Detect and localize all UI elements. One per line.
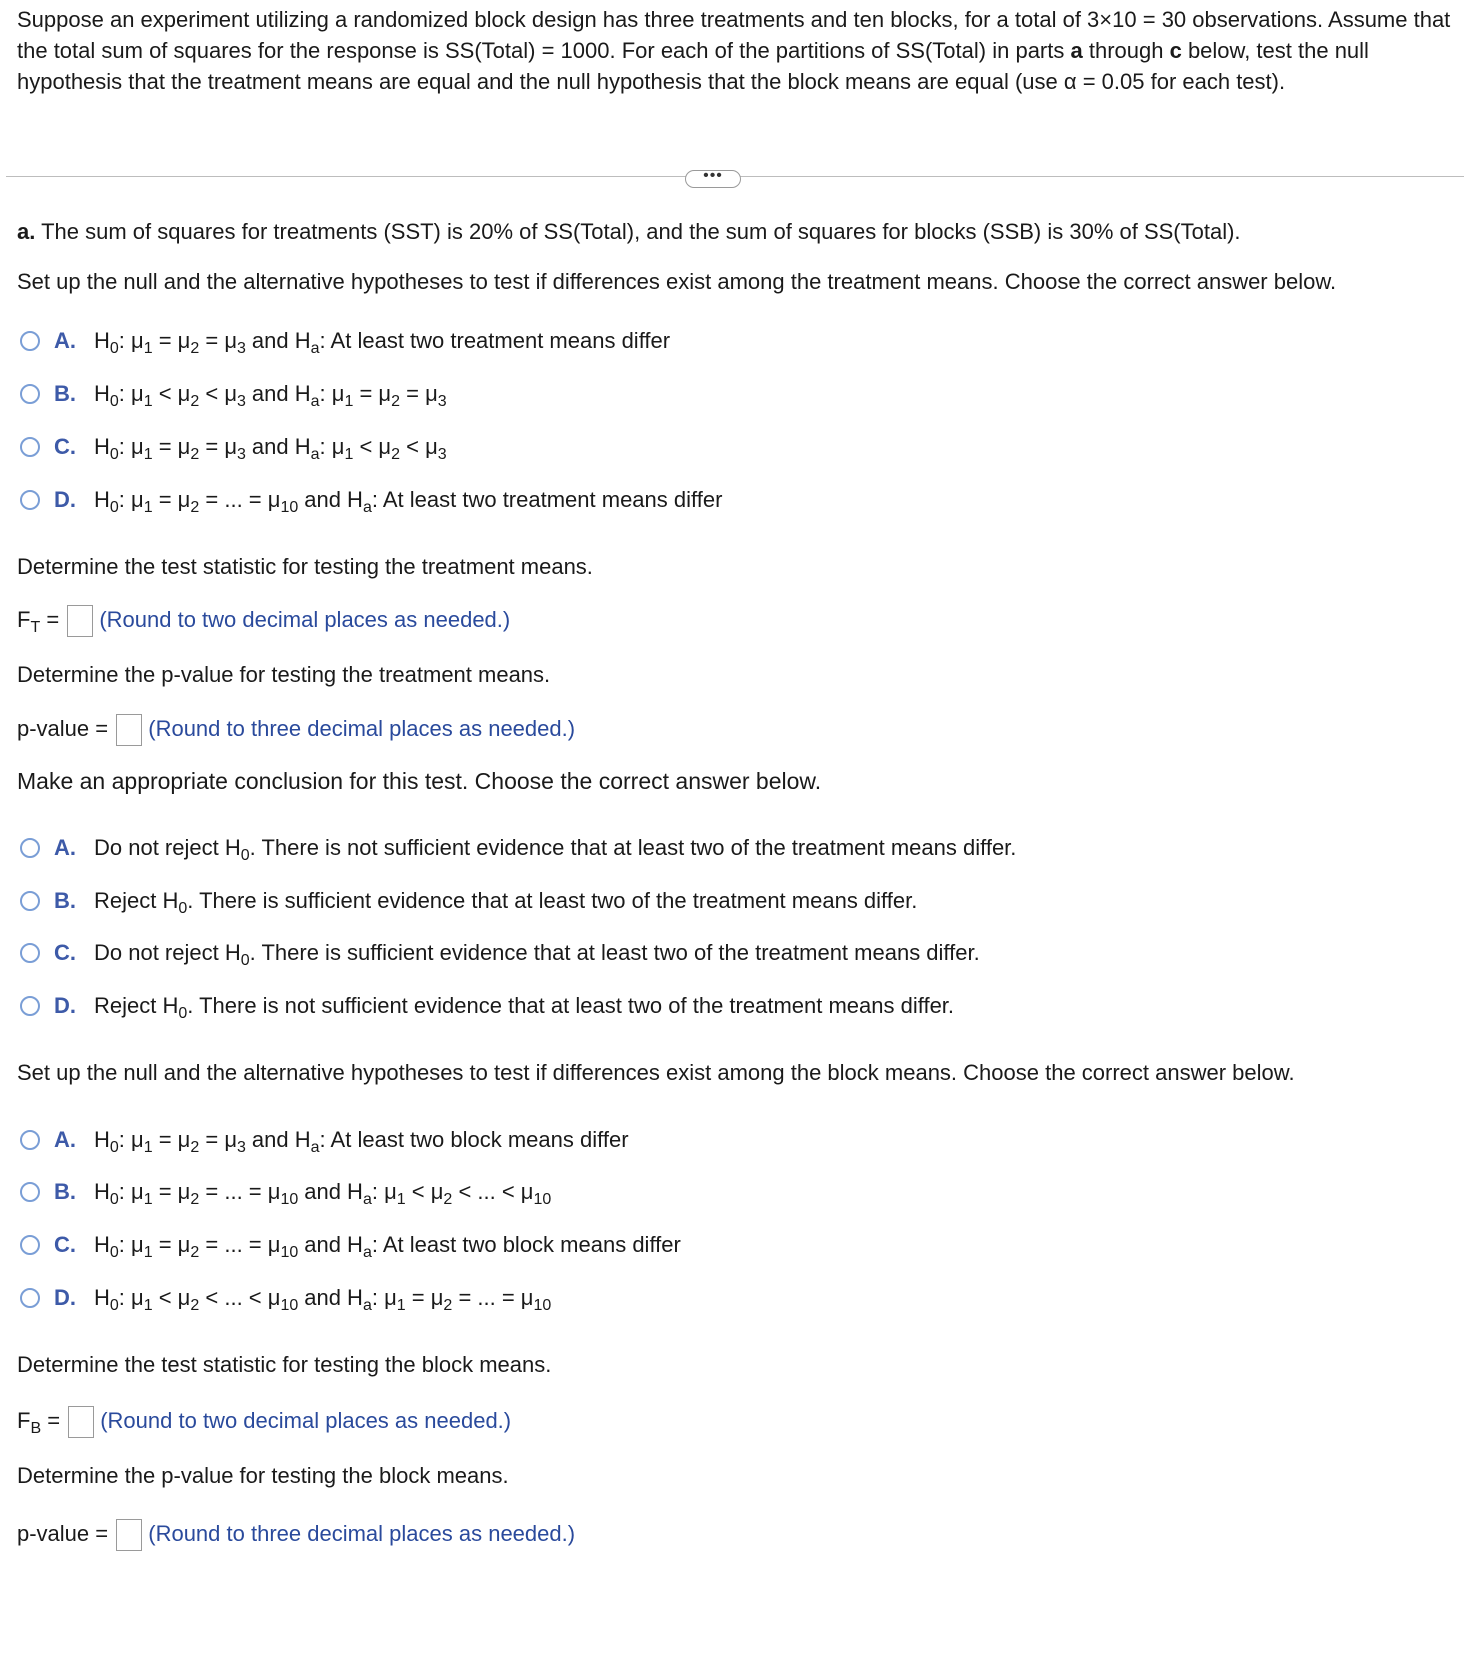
block-hyp-option-a[interactable] — [20, 1125, 629, 1155]
question-block-hypotheses: Set up the null and the alternative hypotheses to test if differences exist among the block means. Choose the correct answer below. — [17, 1060, 1295, 1085]
block-hyp-option-d[interactable] — [20, 1283, 551, 1313]
treatment-hyp-option-b[interactable] — [20, 379, 447, 409]
option-text: Do not reject $H_0$. There is not sufficient evidence that at least two of the treatment means differ. — [94, 835, 1017, 864]
round-hint: (Round to three decimal places as needed.) — [148, 716, 576, 741]
radio-button[interactable] — [20, 1235, 40, 1255]
radio-button[interactable] — [20, 943, 40, 963]
radio-button[interactable] — [20, 891, 40, 911]
round-hint: (Round to two decimal places as needed.) — [100, 1408, 512, 1433]
option-letter: B. — [54, 381, 76, 406]
option-text: Reject $H_0$. There is sufficient evidence that at least two of the treatment means differ. — [94, 888, 918, 917]
option-letter: D. — [54, 1285, 76, 1310]
option-letter: D. — [54, 993, 76, 1018]
part-a-statement — [17, 219, 1241, 245]
question-treatment-statistic: Determine the test statistic for testing the treatment means. — [17, 554, 593, 579]
option-text: $H_0$: $\mu_1 < \mu_2 < \mu_3$ and $H_a$: $\mu_1 = \mu_2 = \mu_3$ — [94, 381, 447, 410]
conclusion-option-c[interactable] — [20, 938, 980, 968]
pvalue-label: p-value = — [17, 716, 109, 741]
radio-button[interactable] — [20, 1288, 40, 1308]
question-conclusion: Make an appropriate conclusion for this test. Choose the correct answer below. — [17, 768, 822, 794]
option-text: $H_0$: $\mu_1 = \mu_2 = \mu_3$ and $H_a$: At least two block means differ — [94, 1127, 629, 1156]
block-pvalue-input[interactable] — [116, 1519, 142, 1551]
treatment-hyp-option-d[interactable] — [20, 485, 722, 515]
question-block-pvalue: Determine the p-value for testing the block means. — [17, 1463, 509, 1488]
block-hyp-option-b[interactable] — [20, 1177, 551, 1207]
option-text: $H_0$: $\mu_1 = \mu_2$ = ... = $\mu_{10}$ and $H_a$: At least two block means differ — [94, 1232, 681, 1261]
option-text: $H_0$: $\mu_1 = \mu_2 = \mu_3$ and $H_a$: $\mu_1 < \mu_2 < \mu_3$ — [94, 434, 447, 463]
intro-bold-a: a — [1070, 38, 1083, 63]
option-text: $H_0$: $\mu_1 = \mu_2$ = ... = $\mu_{10}$ and $H_a$: At least two treatment means differ — [94, 487, 723, 516]
ft-input[interactable] — [67, 605, 93, 637]
radio-button[interactable] — [20, 437, 40, 457]
intro-text: Suppose an experiment utilizing a randomized block design has three treatments and ten blocks, for a total of 3×10 = 30 observations. Assume that the total sum of squares for the response is SS(Total) = 1000. For each of the partitions of SS(Total) in parts — [17, 7, 1451, 63]
fb-label: F — [17, 1408, 31, 1433]
intro-bold-c: c — [1169, 38, 1182, 63]
conclusion-option-b[interactable] — [20, 886, 917, 916]
ft-answer-row: $F_T$ = (Round to two decimal places as needed.) — [17, 607, 511, 636]
problem-intro — [17, 4, 1457, 97]
part-a-text: The sum of squares for treatments (SST) is 20% of SS(Total), and the sum of squares for blocks (SSB) is 30% of SS(Total). — [35, 219, 1241, 244]
fb-answer-row: $F_B$ = (Round to two decimal places as needed.) — [17, 1408, 512, 1437]
more-options-button[interactable]: ••• — [685, 170, 741, 188]
radio-button[interactable] — [20, 490, 40, 510]
treatment-hyp-option-a[interactable] — [20, 326, 670, 356]
conclusion-option-d[interactable] — [20, 991, 954, 1021]
radio-button[interactable] — [20, 1130, 40, 1150]
radio-button[interactable] — [20, 331, 40, 351]
option-letter: A. — [54, 1127, 76, 1152]
conclusion-option-a[interactable] — [20, 833, 1016, 863]
round-hint: (Round to two decimal places as needed.) — [99, 607, 511, 632]
option-text: $H_0$: $\mu_1 < \mu_2$ < ... < $\mu_{10}$ and $H_a$: $\mu_1 = \mu_2$ = ... = $\mu_{10}$ — [94, 1285, 552, 1314]
option-text: $H_0$: $\mu_1 = \mu_2 = \mu_3$ and $H_a$: At least two treatment means differ — [94, 328, 671, 357]
option-text: Do not reject $H_0$. There is sufficient evidence that at least two of the treatment means differ. — [94, 940, 980, 969]
option-letter: A. — [54, 328, 76, 353]
option-letter: A. — [54, 835, 76, 860]
option-letter: C. — [54, 1232, 76, 1257]
block-hyp-option-c[interactable] — [20, 1230, 681, 1260]
question-treatment-pvalue: Determine the p-value for testing the treatment means. — [17, 662, 551, 687]
option-letter: C. — [54, 940, 76, 965]
option-letter: B. — [54, 1179, 76, 1204]
intro-text-2: through — [1082, 38, 1170, 63]
radio-button[interactable] — [20, 838, 40, 858]
ft-label: F — [17, 607, 31, 632]
treatment-pvalue-row — [17, 712, 575, 746]
treatment-pvalue-input[interactable] — [116, 714, 142, 746]
pvalue-label: p-value = — [17, 1521, 109, 1546]
treatment-hyp-option-c[interactable] — [20, 432, 447, 462]
option-text: Reject $H_0$. There is not sufficient evidence that at least two of the treatment means differ. — [94, 993, 955, 1022]
option-letter: C. — [54, 434, 76, 459]
fb-input[interactable] — [68, 1406, 94, 1438]
radio-button[interactable] — [20, 996, 40, 1016]
radio-button[interactable] — [20, 384, 40, 404]
question-block-statistic: Determine the test statistic for testing the block means. — [17, 1352, 552, 1377]
round-hint: (Round to three decimal places as needed.) — [148, 1521, 576, 1546]
option-letter: D. — [54, 487, 76, 512]
option-letter: B. — [54, 888, 76, 913]
block-pvalue-row — [17, 1517, 575, 1551]
intro-text-3: below, test the null hypothesis that the treatment means are equal and the null hypothesis that the block means are equal (use α = 0.05 for each test). — [17, 38, 1369, 94]
question-treatment-hypotheses: Set up the null and the alternative hypotheses to test if differences exist among the treatment means. Choose the correct answer below. — [17, 269, 1337, 294]
radio-button[interactable] — [20, 1182, 40, 1202]
part-a-label: a. — [17, 219, 36, 244]
option-text: $H_0$: $\mu_1 = \mu_2$ = ... = $\mu_{10}$ and $H_a$: $\mu_1 < \mu_2$ < ... < $\mu_{10}$ — [94, 1179, 552, 1208]
